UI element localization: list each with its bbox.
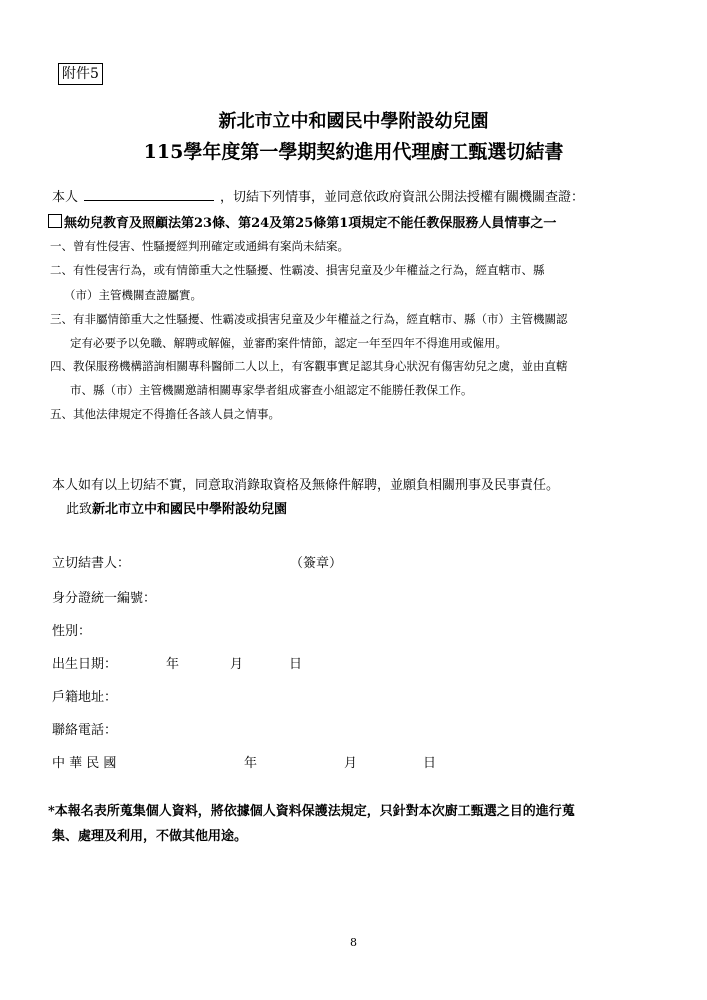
date-month: 月 xyxy=(344,756,358,771)
item-3-cont: 定有必要予以免職、解聘或解僱，並審酌案件情節，認定一年至四年不得進用或僱用。 xyxy=(70,336,507,350)
title-document: 115學年度第一學期契約進用代理廚工甄選切結書 xyxy=(143,141,564,163)
addressee-line xyxy=(66,498,287,517)
item-5: 五、其他法律規定不得擔任各該人員之情事。 xyxy=(50,407,280,421)
item-2-cont: （市）主管機關查證屬實。 xyxy=(64,288,202,302)
checkbox-square xyxy=(48,214,62,228)
addressee-prefix: 此致 xyxy=(66,502,93,517)
privacy-line-2: 集、處理及利用，不做其他用途。 xyxy=(52,829,248,844)
birth-month: 月 xyxy=(230,657,244,672)
intro-line xyxy=(52,186,584,205)
birth-day: 日 xyxy=(289,657,303,672)
date-year: 年 xyxy=(244,756,258,771)
item-4-cont: 市、縣（市）主管機關邀請相關專家學者組成審查小組認定不能勝任教保工作。 xyxy=(70,383,473,397)
attachment-label: 附件5 xyxy=(58,63,103,85)
addressee-org: 新北市立中和國民中學附設幼兒園 xyxy=(92,502,288,517)
phone-label: 聯絡電話： xyxy=(52,723,118,738)
gender-label: 性別： xyxy=(52,624,92,639)
privacy-line-1: *本報名表所蒐集個人資料，將依據個人資料保護法規定，只針對本次廚工甄選之目的進行蒐 xyxy=(48,804,575,819)
intro-suffix: ，切結下列情事，並同意依政府資訊公開法授權有關機關查證： xyxy=(220,190,585,205)
title-organization: 新北市立中和國民中學附設幼兒園 xyxy=(218,111,489,132)
item-4: 四、教保服務機構諮詢相關專科醫師二人以上，有客觀事實足認其身心狀況有傷害幼兒之虞，並由直轄 xyxy=(50,359,568,373)
id-label: 身分證統一編號： xyxy=(52,591,157,606)
date-day: 日 xyxy=(423,756,437,771)
law-heading-line xyxy=(48,212,556,231)
birth-label: 出生日期： xyxy=(52,657,118,672)
seal-label: （簽章） xyxy=(290,556,343,571)
birth-year: 年 xyxy=(166,657,180,672)
intro-prefix: 本人 xyxy=(52,190,79,205)
item-2: 二、有性侵害行為，或有情節重大之性騷擾、性霸凌、損害兒童及少年權益之行為，經直轄市、縣 xyxy=(50,263,545,277)
law-heading: 無幼兒教育及照顧法第23條、第24及第25條第1項規定不能任教保服務人員情事之一 xyxy=(64,216,557,231)
item-3: 三、有非屬情節重大之性騷擾、性霸凌或損害兒童及少年權益之行為，經直轄市、縣（市）主管機關認 xyxy=(50,312,568,326)
address-label: 戶籍地址： xyxy=(52,690,118,705)
page-number: 8 xyxy=(350,936,357,949)
name-blank xyxy=(84,188,214,201)
roc-label: 中 華 民 國 xyxy=(52,756,117,771)
declaration: 本人如有以上切結不實，同意取消錄取資格及無條件解聘，並願負相關刑事及民事責任。 xyxy=(52,478,560,493)
item-1: 一、曾有性侵害、性騷擾經判刑確定或通緝有案尚未結案。 xyxy=(50,239,349,253)
signer-label: 立切結書人： xyxy=(52,556,131,571)
